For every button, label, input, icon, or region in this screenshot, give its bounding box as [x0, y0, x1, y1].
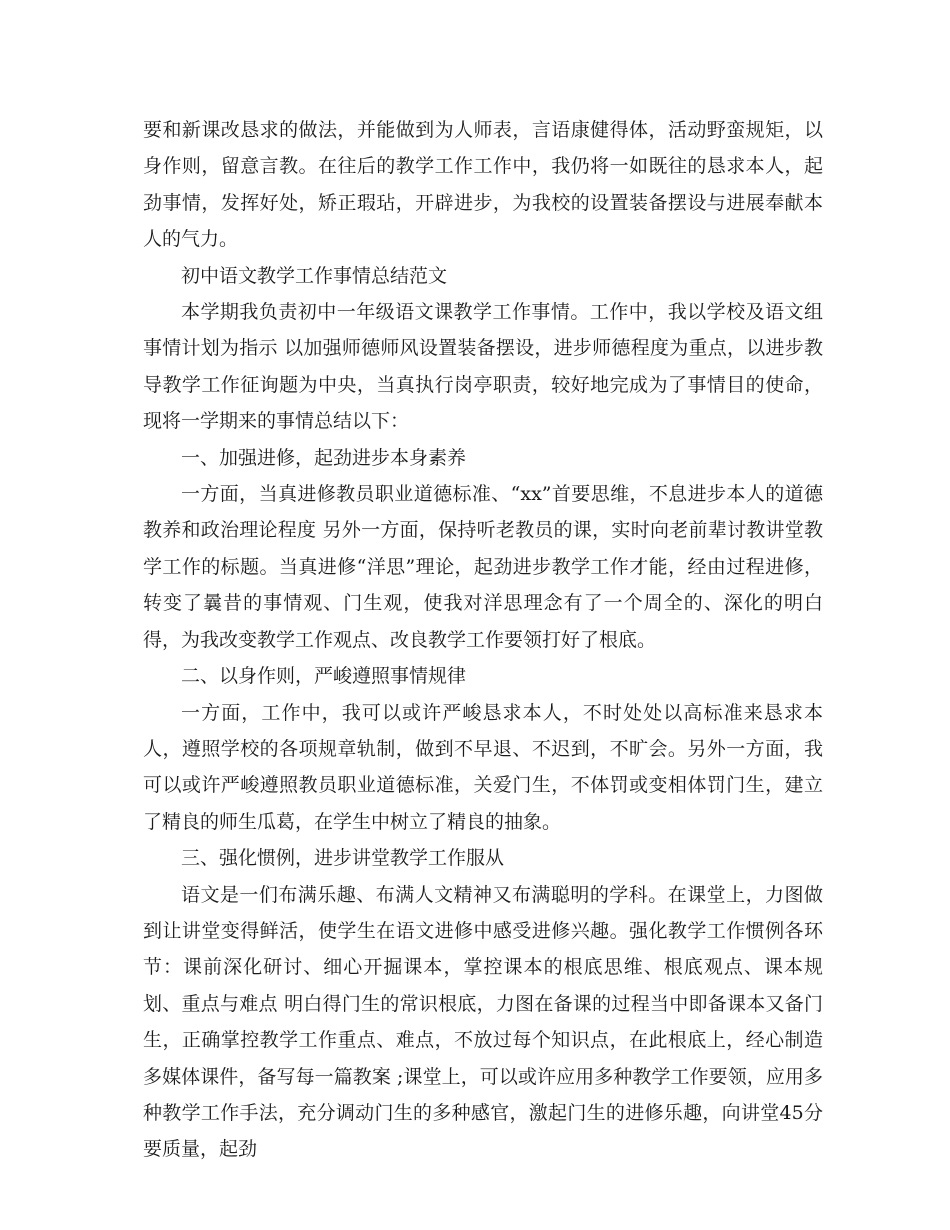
paragraph-intro: 本学期我负责初中一年级语文课教学工作事情。工作中，我以学校及语文组事情计划为指示 以加强师德师风设置装备摆设，进步师德程度为重点，以进步教导教学工作征询题为中央，当真执行岗亭职责，较好地完成为了事情目的使命，现将一学期来的事情总结以下：	[143, 301, 823, 433]
paragraph-section-1: 一方面，当真进修教员职业道德标准、“xx”首要思维，不息进步本人的道德教养和政治理论程度 另外一方面，保持听老教员的课，实时向老前辈讨教讲堂教学工作的标题。当真进修“洋思”理论，起劲进步教学工作才能，经由过程进修，转变了曩昔的事情观、门生观，使我对洋思理念有了一个周全的、深化的明白得，为我改变教学工作观点、改良教学工作要领打好了根底。	[143, 483, 823, 651]
section-heading-2: 二、以身作则，严峻遵照事情规律	[181, 665, 467, 688]
paragraph-section-2: 一方面，工作中，我可以或许严峻恳求本人，不时处处以高标准来恳求本人，遵照学校的各项规章轨制，做到不早退、不迟到，不旷会。另外一方面，我可以或许严峻遵照教员职业道德标准，关爱门生，不体罚或变相体罚门生，建立了精良的师生瓜葛，在学生中树立了精良的抽象。	[143, 701, 823, 833]
section-heading-1: 一、加强进修，起劲进步本身素养	[181, 446, 467, 469]
paragraph-section-3: 语文是一们布满乐趣、布满人文精神又布满聪明的学科。在课堂上，力图做到让讲堂变得鲜活，使学生在语文进修中感受进修兴趣。强化教学工作惯例各环节：课前深化研讨、细心开掘课本，掌控课本的根底思维、根底观点、课本规划、重点与难点 明白得门生的常识根底，力图在备课的过程当中即备课本又备门生，正确掌控教学工作重点、难点，不放过每个知识点，在此根底上，经心制造多媒体课件，备写每一篇教案 ;课堂上，可以或许应用多种教学工作要领，应用多种教学工作手法，充分调动门生的多种感官，激起门生的进修乐趣，向讲堂45分要质量，起劲	[143, 883, 823, 1161]
document-title: 初中语文教学工作事情总结范文	[181, 264, 448, 287]
paragraph-continued: 要和新课改恳求的做法，并能做到为人师表，言语康健得体，活动野蛮规矩，以身作则，留意言教。在往后的教学工作工作中，我仍将一如既往的恳求本人，起劲事情，发挥好处，矫正瑕玷，开辟进步，为我校的设置装备摆设与进展奉献本人的气力。	[143, 119, 823, 251]
section-heading-3: 三、强化惯例，进步讲堂教学工作服从	[181, 847, 505, 870]
document-body	[143, 112, 823, 1168]
